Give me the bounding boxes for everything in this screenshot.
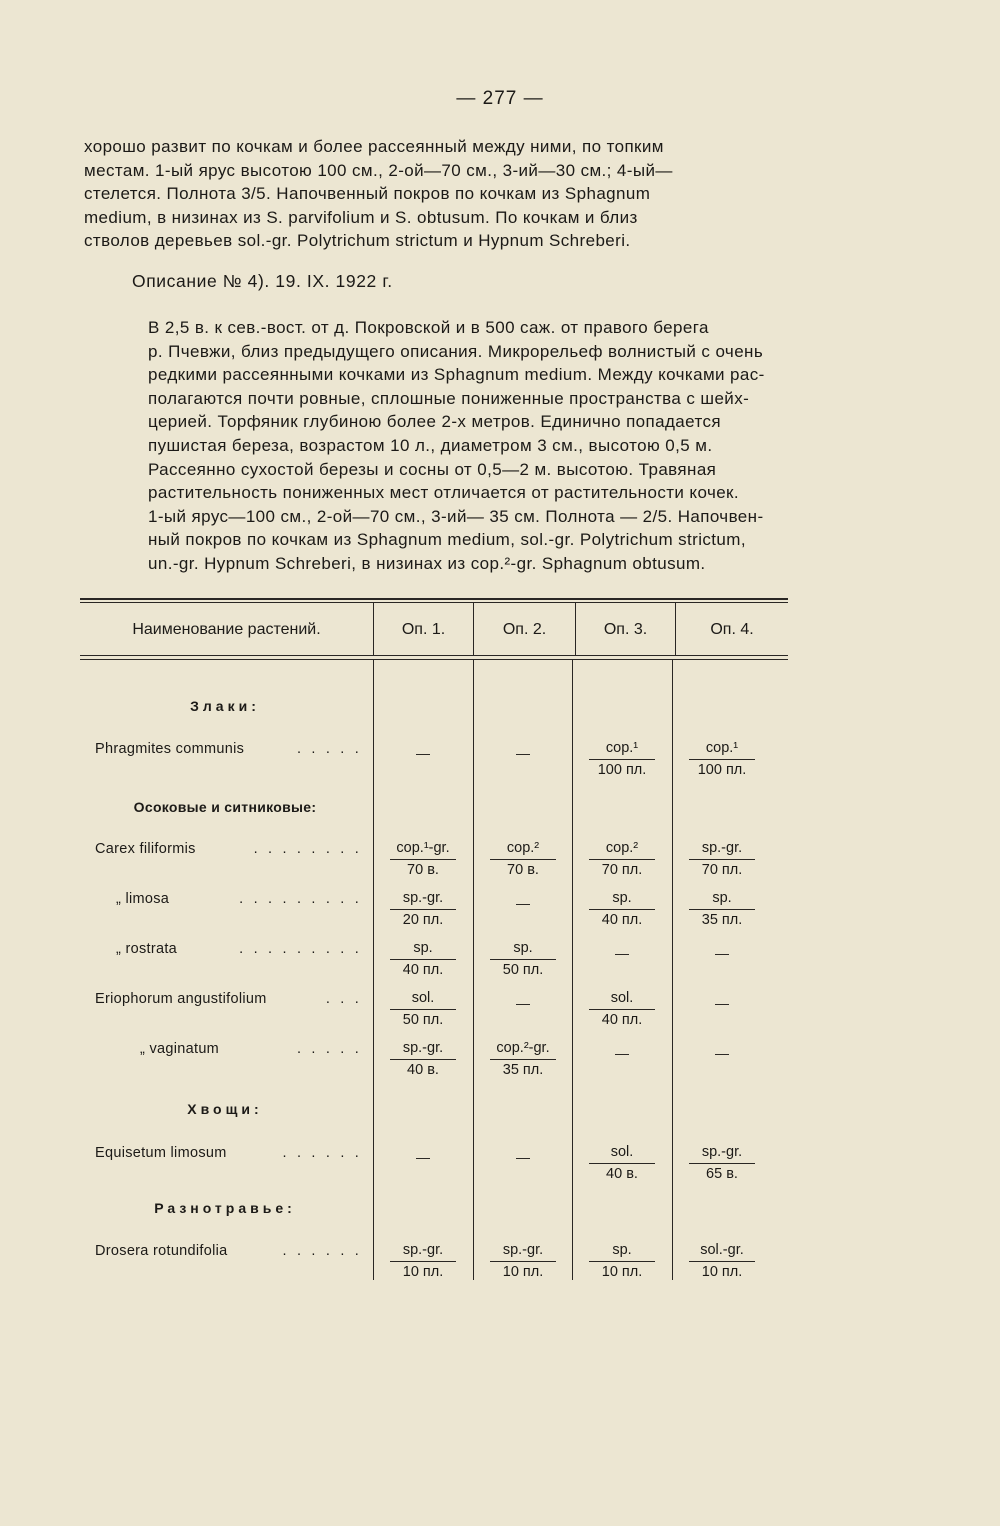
column-header-name: Наименование растений. xyxy=(132,621,321,638)
height-value: 40 пл. xyxy=(601,1012,643,1028)
abundance-value: sp. xyxy=(612,890,632,906)
fraction-bar xyxy=(490,1059,556,1060)
fraction-bar xyxy=(490,1261,556,1262)
leader-dots: . . . . . xyxy=(296,1041,362,1057)
fraction-bar xyxy=(490,859,556,860)
empty-cell-dash: — xyxy=(715,995,729,1011)
text-line: Рассеянно сухостой березы и сосны от 0,5—2 м. высотою. Травяная xyxy=(148,459,717,479)
fraction-bar xyxy=(589,909,655,910)
section-heading-hvoshchi: Хвощи: xyxy=(187,1101,263,1117)
text-line: пушистая береза, возрастом 10 л., диаметром 3 см., высотою 0,5 м. xyxy=(148,435,713,455)
plant-name: Eriophorum angustifolium xyxy=(95,991,267,1007)
leader-dots: . . . xyxy=(325,991,362,1007)
abundance-cell xyxy=(672,889,772,929)
leader-dots: . . . . . xyxy=(296,741,362,757)
table-top-rule-thin xyxy=(80,602,788,603)
abundance-value: sp. xyxy=(413,940,433,956)
text-line: полагаются почти ровные, сплошные пониженные пространства с шейх- xyxy=(148,388,750,408)
text-line: medium, в низинах из S. parvifolium и S. obtusum. По кочкам и близ xyxy=(84,207,638,227)
plant-name: „ limosa xyxy=(116,891,170,907)
height-value: 20 пл. xyxy=(402,912,444,928)
leader-dots: . . . . . . . . xyxy=(253,841,362,857)
height-value: 40 в. xyxy=(407,1062,439,1078)
abundance-cell xyxy=(672,839,772,879)
empty-cell-dash: — xyxy=(516,745,530,761)
table-header-rule xyxy=(80,655,788,656)
column-header-op4: Оп. 4. xyxy=(710,621,754,638)
abundance-value: sp. xyxy=(712,890,732,906)
abundance-cell xyxy=(672,1241,772,1281)
abundance-cell xyxy=(373,1241,473,1281)
abundance-value: sol. xyxy=(610,1144,634,1160)
height-value: 100 пл. xyxy=(697,762,747,778)
abundance-cell xyxy=(572,1241,672,1281)
fraction-bar xyxy=(689,1163,755,1164)
height-value: 50 пл. xyxy=(502,962,544,978)
abundance-cell xyxy=(473,939,573,979)
paragraph-2 xyxy=(84,316,794,576)
abundance-value: cop.¹ xyxy=(605,740,639,756)
fraction-bar xyxy=(589,759,655,760)
plant-name: Carex filiformis xyxy=(95,841,196,857)
height-value: 10 пл. xyxy=(701,1264,743,1280)
text-line: 1-ый ярус—100 см., 2-ой—70 см., 3-ий— 35 см. Полнота — 2/5. Напочвен- xyxy=(148,506,764,526)
abundance-cell xyxy=(373,989,473,1029)
empty-cell-dash: — xyxy=(416,745,430,761)
abundance-value: sol.-gr. xyxy=(700,1242,744,1258)
abundance-cell xyxy=(572,989,672,1029)
section-heading-zlaki: Злаки: xyxy=(190,698,260,714)
empty-cell-dash: — xyxy=(715,945,729,961)
text-line: местам. 1-ый ярус высотою 100 см., 2-ой—70 см., 3-ий—30 см.; 4-ый— xyxy=(84,160,673,180)
abundance-value: sp. xyxy=(513,940,533,956)
plant-name: „ rostrata xyxy=(116,941,178,957)
fraction-bar xyxy=(390,959,456,960)
leader-dots: . . . . . . xyxy=(282,1145,362,1161)
leader-dots: . . . . . . xyxy=(282,1243,362,1259)
fraction-bar xyxy=(390,1009,456,1010)
fraction-bar xyxy=(390,909,456,910)
fraction-bar xyxy=(390,1059,456,1060)
height-value: 10 пл. xyxy=(601,1264,643,1280)
leader-dots: . . . . . . . . . xyxy=(239,941,362,957)
height-value: 65 в. xyxy=(706,1166,738,1182)
text-line: растительность пониженных мест отличается от растительности кочек. xyxy=(148,483,740,503)
abundance-value: sp.-gr. xyxy=(701,1144,743,1160)
fraction-bar xyxy=(689,759,755,760)
fraction-bar xyxy=(689,1261,755,1262)
fraction-bar xyxy=(689,909,755,910)
section-heading-raznotravie: Разнотравье: xyxy=(154,1200,296,1216)
abundance-cell xyxy=(373,939,473,979)
height-value: 35 пл. xyxy=(701,912,743,928)
height-value: 50 пл. xyxy=(402,1012,444,1028)
height-value: 40 пл. xyxy=(601,912,643,928)
text-line: un.-gr. Hypnum Schreberi, в низинах из cop.²-gr. Sphagnum obtusum. xyxy=(148,553,706,573)
abundance-cell xyxy=(572,839,672,879)
abundance-value: sp.-gr. xyxy=(502,1242,544,1258)
abundance-cell xyxy=(373,1039,473,1079)
table-top-rule xyxy=(80,598,788,600)
plant-name: Phragmites communis xyxy=(95,741,245,757)
height-value: 70 пл. xyxy=(601,862,643,878)
page-number: — 277 — xyxy=(456,88,544,109)
abundance-value: cop.² xyxy=(605,840,639,856)
text-line: стелется. Полнота 3/5. Напочвенный покров по кочкам из Sphagnum xyxy=(84,184,651,204)
abundance-cell xyxy=(473,1241,573,1281)
abundance-value: sp.-gr. xyxy=(701,840,743,856)
text-line: стволов деревьев sol.-gr. Polytrichum strictum и Hypnum Schreberi. xyxy=(84,231,631,251)
abundance-value: cop.¹ xyxy=(705,740,739,756)
abundance-value: sp. xyxy=(612,1242,632,1258)
height-value: 70 пл. xyxy=(701,862,743,878)
text-line: церией. Торфяник глубиною более 2-х метров. Единично попадается xyxy=(148,412,721,432)
plant-name: Drosera rotundifolia xyxy=(95,1243,228,1259)
fraction-bar xyxy=(589,1163,655,1164)
abundance-cell xyxy=(572,1143,672,1183)
abundance-value: sol. xyxy=(610,990,634,1006)
height-value: 10 пл. xyxy=(502,1264,544,1280)
fraction-bar xyxy=(589,859,655,860)
height-value: 35 пл. xyxy=(502,1062,544,1078)
column-header-op2: Оп. 2. xyxy=(502,621,547,638)
abundance-cell xyxy=(473,839,573,879)
plant-name: „ vaginatum xyxy=(140,1041,220,1057)
abundance-value: sol. xyxy=(411,990,435,1006)
abundance-value: sp.-gr. xyxy=(402,1040,444,1056)
abundance-value: sp.-gr. xyxy=(402,890,444,906)
column-header-op1: Оп. 1. xyxy=(401,621,446,638)
fraction-bar xyxy=(689,859,755,860)
empty-cell-dash: — xyxy=(516,1149,530,1165)
abundance-value: cop.² xyxy=(506,840,540,856)
fraction-bar xyxy=(490,959,556,960)
paragraph-1 xyxy=(84,135,794,253)
height-value: 40 пл. xyxy=(402,962,444,978)
height-value: 100 пл. xyxy=(597,762,647,778)
text-line: хорошо развит по кочкам и более рассеянный между ними, по топким xyxy=(84,137,664,156)
height-value: 70 в. xyxy=(507,862,539,878)
empty-cell-dash: — xyxy=(516,895,530,911)
fraction-bar xyxy=(589,1261,655,1262)
empty-cell-dash: — xyxy=(416,1149,430,1165)
text-line: ный покров по кочкам из Sphagnum medium, sol.-gr. Polytrichum strictum, xyxy=(148,530,746,550)
height-value: 40 в. xyxy=(606,1166,638,1182)
table-header-rule-double xyxy=(80,659,788,660)
abundance-cell xyxy=(373,889,473,929)
empty-cell-dash: — xyxy=(715,1045,729,1061)
abundance-cell xyxy=(672,739,772,779)
leader-dots: . . . . . . . . . xyxy=(239,891,362,907)
empty-cell-dash: — xyxy=(615,945,629,961)
abundance-value: cop.¹-gr. xyxy=(396,840,450,856)
abundance-cell xyxy=(672,1143,772,1183)
text-line: р. Пчевжи, близ предыдущего описания. Микрорельеф волнистый с очень xyxy=(148,341,764,361)
abundance-value: sp.-gr. xyxy=(402,1242,444,1258)
fraction-bar xyxy=(390,1261,456,1262)
abundance-value: cop.²-gr. xyxy=(496,1040,550,1056)
height-value: 70 в. xyxy=(407,862,439,878)
plant-name: Equisetum limosum xyxy=(95,1145,227,1161)
abundance-cell xyxy=(373,839,473,879)
abundance-cell xyxy=(572,889,672,929)
height-value: 10 пл. xyxy=(402,1264,444,1280)
fraction-bar xyxy=(589,1009,655,1010)
section-heading-osokovye: Осоковые и ситниковые: xyxy=(133,799,317,815)
text-line: В 2,5 в. к сев.-вост. от д. Покровской и в 500 саж. от правого берега xyxy=(148,318,709,337)
column-header-op3: Оп. 3. xyxy=(603,621,648,638)
description-heading: Описание № 4). 19. IX. 1922 г. xyxy=(132,271,393,291)
fraction-bar xyxy=(390,859,456,860)
abundance-cell xyxy=(473,1039,573,1079)
empty-cell-dash: — xyxy=(516,995,530,1011)
abundance-cell xyxy=(572,739,672,779)
empty-cell-dash: — xyxy=(615,1045,629,1061)
text-line: редкими рассеянными кочками из Sphagnum medium. Между кочками рас- xyxy=(148,365,765,385)
